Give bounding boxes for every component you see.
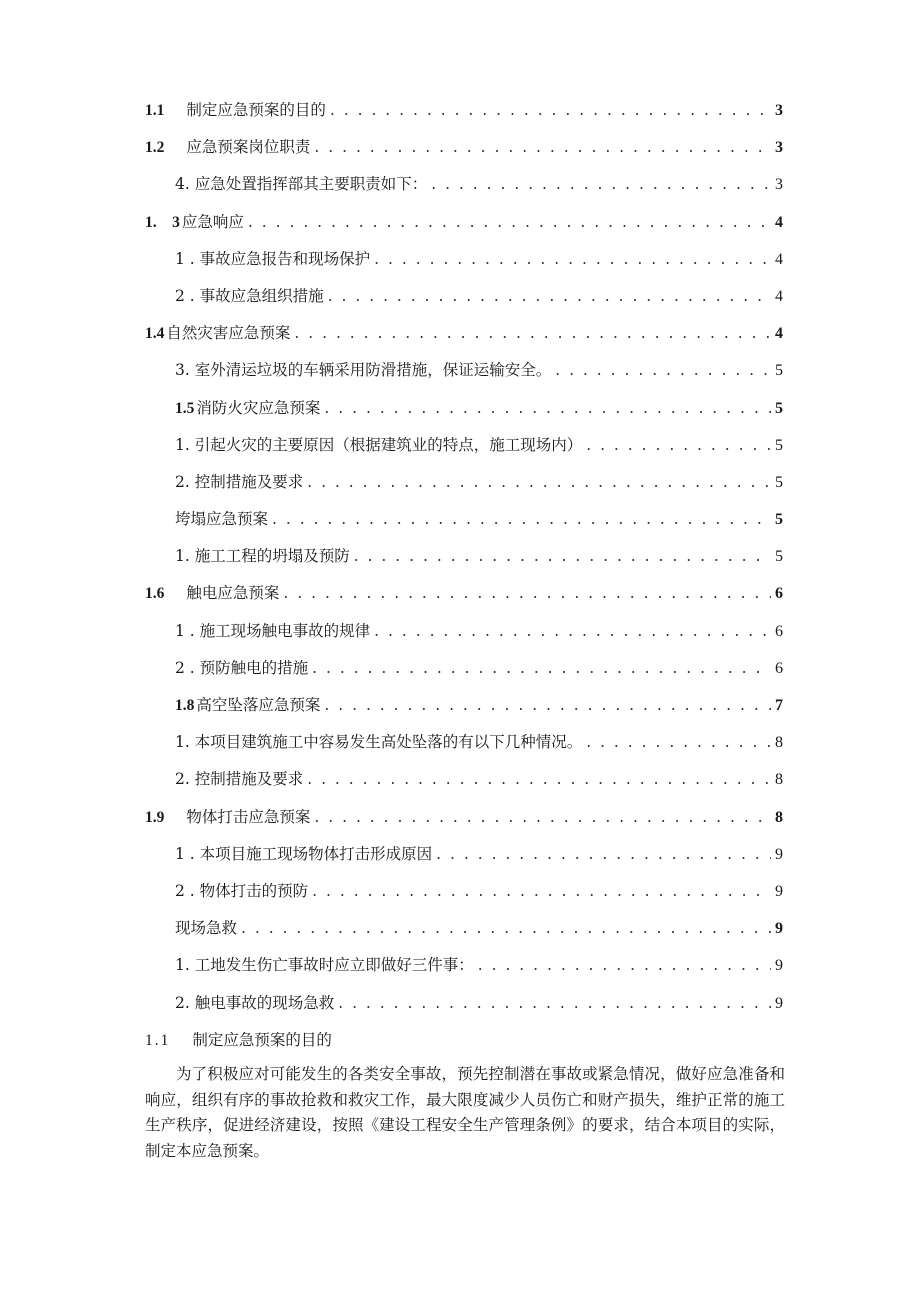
toc-entry-page-number: 5 (775, 362, 783, 380)
toc-dot-leader (586, 724, 771, 761)
section-title: 制定应急预案的目的 (192, 1031, 332, 1049)
toc-entry-page-number: 7 (775, 697, 783, 714)
toc-entry-page-number: 8 (775, 808, 783, 826)
toc-entry[interactable] (145, 278, 783, 315)
toc-entry[interactable] (145, 241, 783, 278)
toc-entry-number: 1.2 (145, 139, 165, 157)
toc-entry-title: 应急响应 (181, 212, 244, 231)
toc-entry-page-number: 9 (775, 957, 783, 975)
toc-entry-title: 2. 触电事故的现场急救 (175, 993, 335, 1012)
toc-entry-page-number: 5 (775, 399, 783, 417)
toc-entry-page-number: 9 (775, 845, 783, 863)
toc-entry-title: 自然灾害应急预案 (166, 324, 291, 343)
toc-dot-leader (314, 129, 771, 166)
toc-entry-title: 2. 控制措施及要求 (175, 472, 304, 491)
toc-entry[interactable] (145, 836, 783, 873)
toc-entry-title: 应急预案岗位职责 (186, 138, 311, 157)
toc-entry-page-number: 5 (775, 473, 783, 491)
toc-dot-leader (436, 836, 771, 873)
toc-dot-leader (241, 910, 771, 947)
toc-dot-leader (312, 650, 771, 687)
section-heading (145, 1028, 332, 1053)
toc-entry-page-number: 4 (775, 325, 783, 343)
toc-entry[interactable] (145, 613, 783, 650)
toc-dot-leader (586, 427, 771, 464)
toc-dot-leader (354, 538, 771, 575)
toc-entry-title: 触电应急预案 (186, 584, 280, 603)
toc-dot-leader (312, 873, 771, 910)
toc-entry[interactable] (145, 575, 783, 612)
toc-dot-leader (330, 92, 771, 129)
toc-dot-leader (374, 241, 771, 278)
toc-entry-title: 1 . 事故应急报告和现场保护 (175, 249, 371, 268)
toc-dot-leader (374, 613, 771, 650)
toc-entry-page-number: 5 (775, 511, 783, 529)
toc-entry-page-number: 6 (775, 622, 783, 640)
toc-entry[interactable] (145, 166, 783, 203)
toc-entry-title: 4. 应急处置指挥部其主要职责如下： (175, 175, 428, 194)
toc-entry-page-number: 8 (775, 734, 783, 752)
toc-entry-title: 1. 本项目建筑施工中容易发生高处坠落的有以下几种情况。 (175, 733, 583, 752)
toc-entry-page-number: 4 (775, 250, 783, 268)
toc-dot-leader (294, 315, 771, 352)
toc-dot-leader (338, 985, 771, 1022)
toc-dot-leader (324, 390, 771, 427)
toc-entry-number: 1.1 (145, 102, 165, 119)
toc-entry[interactable] (145, 799, 783, 836)
toc-entry[interactable] (145, 204, 783, 241)
toc-dot-leader (431, 166, 771, 203)
toc-entry[interactable] (145, 947, 783, 984)
toc-entry[interactable] (145, 352, 783, 389)
toc-dot-leader (307, 761, 771, 798)
toc-entry-title: 垮塌应急预案 (175, 510, 269, 529)
toc-entry-page-number: 8 (775, 771, 783, 789)
toc-entry-page-number: 3 (775, 102, 783, 119)
toc-entry-page-number: 9 (775, 882, 783, 900)
toc-entry-number: 1.4 (145, 325, 165, 343)
toc-entry[interactable] (145, 427, 783, 464)
toc-entry[interactable] (145, 873, 783, 910)
toc-entry-page-number: 3 (775, 176, 783, 194)
toc-entry-title: 1. 引起火灾的主要原因（根据建筑业的特点，施工现场内） (175, 435, 583, 454)
section-body: 为了积极应对可能发生的各类安全事故，预先控制潜在事故或紧急情况，做好应急准备和响应，组织有序的事故抢救和救灾工作，最大限度减少人员伤亡和财产损失，维护正常的施工生产秩序，促进经济建设，按照《建设工程安全生产管理条例》的要求，结合本项目的实际，制定本应急预案。 (145, 1065, 785, 1160)
toc-entry[interactable] (145, 315, 783, 352)
toc-entry-title: 2 . 事故应急组织措施 (175, 286, 324, 305)
toc-entry[interactable] (145, 129, 783, 166)
section-number: 1.1 (145, 1032, 171, 1049)
toc-dot-leader (328, 278, 771, 315)
toc-dot-leader (478, 947, 771, 984)
toc-entry-number: 1.8 (175, 697, 195, 714)
toc-entry-title: 1. 施工工程的坍塌及预防 (175, 547, 350, 566)
toc-entry[interactable] (145, 724, 783, 761)
toc-dot-leader (324, 687, 771, 724)
toc-entry[interactable] (145, 538, 783, 575)
toc-dot-leader (314, 799, 771, 836)
toc-entry[interactable] (145, 761, 783, 798)
toc-entry[interactable] (145, 92, 783, 129)
toc-entry-page-number: 5 (775, 436, 783, 454)
toc-entry-title: 1 . 施工现场触电事故的规律 (175, 621, 371, 640)
toc-entry-page-number: 9 (775, 994, 783, 1012)
toc-dot-leader (307, 464, 771, 501)
toc-entry-title: 物体打击应急预案 (186, 807, 311, 826)
toc-entry-page-number: 6 (775, 659, 783, 677)
toc-entry-title: 2 . 预防触电的措施 (175, 658, 309, 677)
toc-dot-leader (272, 501, 771, 538)
toc-entry[interactable] (145, 650, 783, 687)
table-of-contents (145, 92, 783, 1022)
toc-entry[interactable] (145, 390, 783, 427)
toc-entry-title: 3. 室外清运垃圾的车辆采用防滑措施，保证运输安全。 (175, 361, 552, 380)
toc-entry-title: 现场急救 (175, 919, 238, 938)
toc-entry-number: 1.6 (145, 585, 165, 603)
toc-dot-leader (248, 204, 771, 241)
toc-dot-leader (283, 575, 771, 612)
toc-entry-page-number: 4 (775, 213, 783, 231)
toc-entry[interactable] (145, 910, 783, 947)
toc-entry-title: 1 . 本项目施工现场物体打击形成原因 (175, 844, 433, 863)
toc-entry[interactable] (145, 464, 783, 501)
toc-entry-title: 1. 工地发生伤亡事故时应立即做好三件事： (175, 956, 474, 975)
toc-entry[interactable] (145, 985, 783, 1022)
toc-entry-page-number: 6 (775, 585, 783, 603)
toc-entry-page-number: 5 (775, 548, 783, 566)
toc-entry-page-number: 4 (775, 287, 783, 305)
toc-entry[interactable] (145, 501, 783, 538)
toc-dot-leader (555, 352, 771, 389)
toc-entry[interactable] (145, 687, 783, 724)
toc-entry-number: 1. 3 (145, 213, 180, 231)
toc-entry-title: 制定应急预案的目的 (186, 101, 326, 119)
toc-entry-title: 消防火灾应急预案 (196, 398, 321, 417)
toc-entry-number: 1.5 (175, 399, 195, 417)
toc-entry-page-number: 3 (775, 139, 783, 157)
toc-entry-title: 2. 控制措施及要求 (175, 770, 304, 789)
toc-entry-page-number: 9 (775, 920, 783, 938)
toc-entry-title: 2 . 物体打击的预防 (175, 881, 309, 900)
toc-entry-title: 高空坠落应急预案 (196, 696, 321, 714)
toc-entry-number: 1.9 (145, 808, 165, 826)
